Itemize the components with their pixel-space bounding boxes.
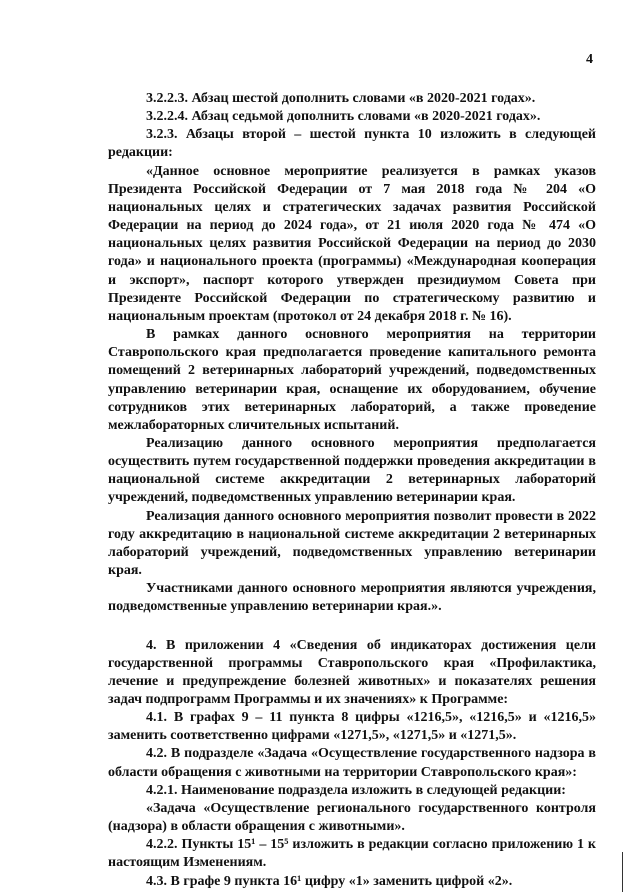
paragraph: 3.2.2.4. Абзац седьмой дополнить словами «в 2020-2021 годах». <box>146 109 541 125</box>
scan-edge-mark <box>622 852 623 892</box>
paragraph: 3.2.2.3. Абзац шестой дополнить словами «в 2020-2021 годах». <box>146 91 536 106</box>
paragraph: 4.3. В графе 9 пункта 16¹ цифру «1» заменить цифрой «2». <box>146 873 513 889</box>
paragraph: В рамках данного основного мероприятия на территории Ставропольского края предполагается проведение капитального ремонта помещений 2 ветеринарных лабораторий учреждений, подведомственных управлению ветеринарии края, оснащение их оборудованием, обучение сотрудников этих ветеринарных лабораторий, а также проведение межлабораторных сличительных испытаний. <box>108 327 596 433</box>
page-number: 4 <box>586 52 593 67</box>
paragraph: Реализация данного основного мероприятия позволит провести в 2022 году аккредитацию в национальной системе аккредитации 2 ветеринарных лабораторий учреждений, подведомственных управлению ветеринарии края. <box>108 508 596 579</box>
document-body <box>108 90 596 891</box>
quoted-paragraph: «Данное основное мероприятие реализуется в рамках указов Президента Российской Федерации от 7 мая 2018 года № 204 «О национальных целях и стратегических задачах развития Российской Федерации на период до 2024 года», от 21 июля 2020 года № 474 «О национальных целях развития Российской Федерации на период до 2030 года» и национального проекта (программы) «Международная кооперация и экспорт», паспорт которого утвержден президиумом Совета при Президенте Российской Федерации по стратегическому развитию и национальным проектам (протокол от 24 декабря 2018 г. № 16). <box>108 163 596 324</box>
paragraph: 4.2. В подразделе «Задача «Осуществление государственного надзора в области обращения с животными на территории Ставропольского края»: <box>108 746 596 780</box>
paragraph: Участниками данного основного мероприятия являются учреждения, подведомственные управлению ветеринарии края.». <box>108 581 596 615</box>
paragraph: «Задача «Осуществление регионального государственного контроля (надзора) в области обращения с животными». <box>108 800 596 835</box>
section-heading-paragraph: 4. В приложении 4 «Сведения об индикаторах достижения цели государственной программы Ставропольского края «Профилактика, лечение и предупреждение болезней животных» и показателях решения задач подпрограмм Программы и их значениях» к Программе: <box>108 637 596 707</box>
paragraph: 4.1. В графах 9 – 11 пункта 8 цифры «1216,5», «1216,5» и «1216,5» заменить соответственно цифрами «1271,5», «1271,5» и «1271,5». <box>108 710 596 744</box>
paragraph: 4.2.2. Пункты 15¹ – 15⁵ изложить в редакции согласно приложению 1 к настоящим Изменениям. <box>108 837 596 871</box>
paragraph: Реализацию данного основного мероприятия предполагается осуществить путем государственной поддержки проведения аккредитации в национальной системе аккредитации 2 ветеринарных лабораторий учреждений, подведомственных управлению ветеринарии края. <box>108 435 596 506</box>
paragraph: 3.2.3. Абзацы второй – шестой пункта 10 изложить в следующей редакции: <box>108 127 596 161</box>
paragraph: 4.2.1. Наименование подраздела изложить в следующей редакции: <box>146 782 566 798</box>
